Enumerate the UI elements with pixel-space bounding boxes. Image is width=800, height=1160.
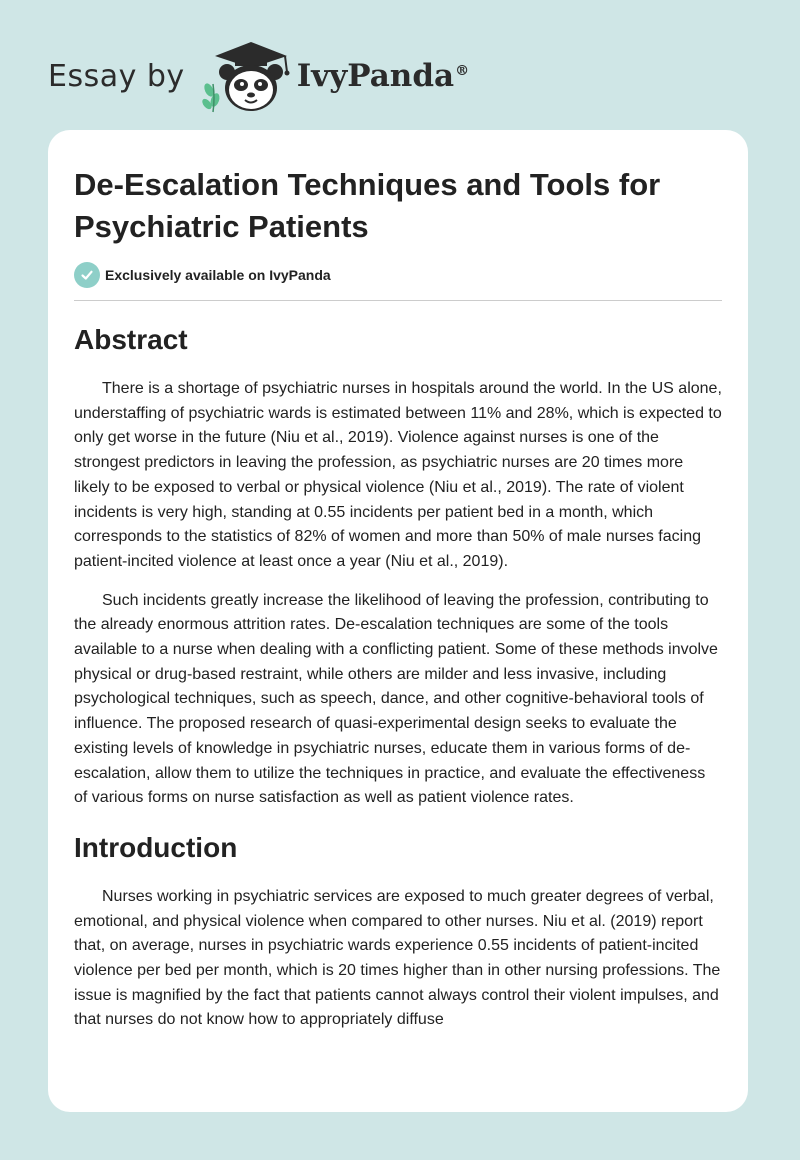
panda-logo-icon[interactable] <box>201 38 293 114</box>
brand-name[interactable]: IvyPanda® <box>296 58 470 94</box>
section-heading-introduction: Introduction <box>74 831 238 863</box>
abstract-paragraph: Such incidents greatly increase the likelihood of leaving the profession, contributing to the already enormous attrition rates. De-escalation techniques are some of the tools available to a nurse when dealing with a conflicting patient. Some of these methods involve physical or drug-based restraint, while others are milder and less invasive, including psychological techniques, such as speech, dance, and other cognitive-behavioral tools of influence. The proposed research of quasi-experimental design seeks to evaluate the existing levels of knowledge in psychiatric nurses, educate them in various forms of de-escalation, allow them to utilize the techniques in practice, and evaluate the effectiveness of various forms on nurse satisfaction as well as patient violence rates. <box>74 591 718 807</box>
registered-mark: ® <box>455 62 470 79</box>
abstract-paragraph: There is a shortage of psychiatric nurses in hospitals around the world. In the US alone, understaffing of psychiatric wards is estimated between 11% and 28%, which is expected to only get worse in the future (Niu et al., 2019). Violence against nurses is one of the strongest predictors in leaving the profession, as psychiatric nurses are 20 times more likely to be exposed to verbal or physical violence (Niu et al., 2019). The rate of violent incidents is very high, standing at 0.55 incidents per patient bed in a month, which corresponds to the statistics of 82% of women and more than 50% of male nurses facing patient-incited violence at least once a year (Niu et al., 2019). <box>74 380 722 570</box>
section-heading-abstract: Abstract <box>74 324 188 355</box>
title-divider <box>74 300 722 301</box>
article-card <box>48 130 748 1112</box>
exclusive-badge-label: Exclusively available on IvyPanda <box>105 267 331 283</box>
site-header <box>48 36 469 116</box>
introduction-paragraph: Nurses working in psychiatric services are exposed to much greater degrees of verbal, emotional, and physical violence when compared to other nurses. Niu et al. (2019) report that, on average, nurses in psychiatric wards experience 0.55 incidents of patient-incited violence per bed per month, which is 20 times higher than in other nursing professions. The issue is magnified by the fact that patients cannot always control their violent impulses, and that nurses do not know how to appropriately diffuse <box>74 887 721 1029</box>
essay-by-label: Essay by <box>48 58 185 94</box>
check-icon <box>74 262 100 288</box>
exclusive-badge <box>74 262 722 288</box>
article-title: De-Escalation Techniques and Tools for Psychiatric Patients <box>74 167 661 244</box>
